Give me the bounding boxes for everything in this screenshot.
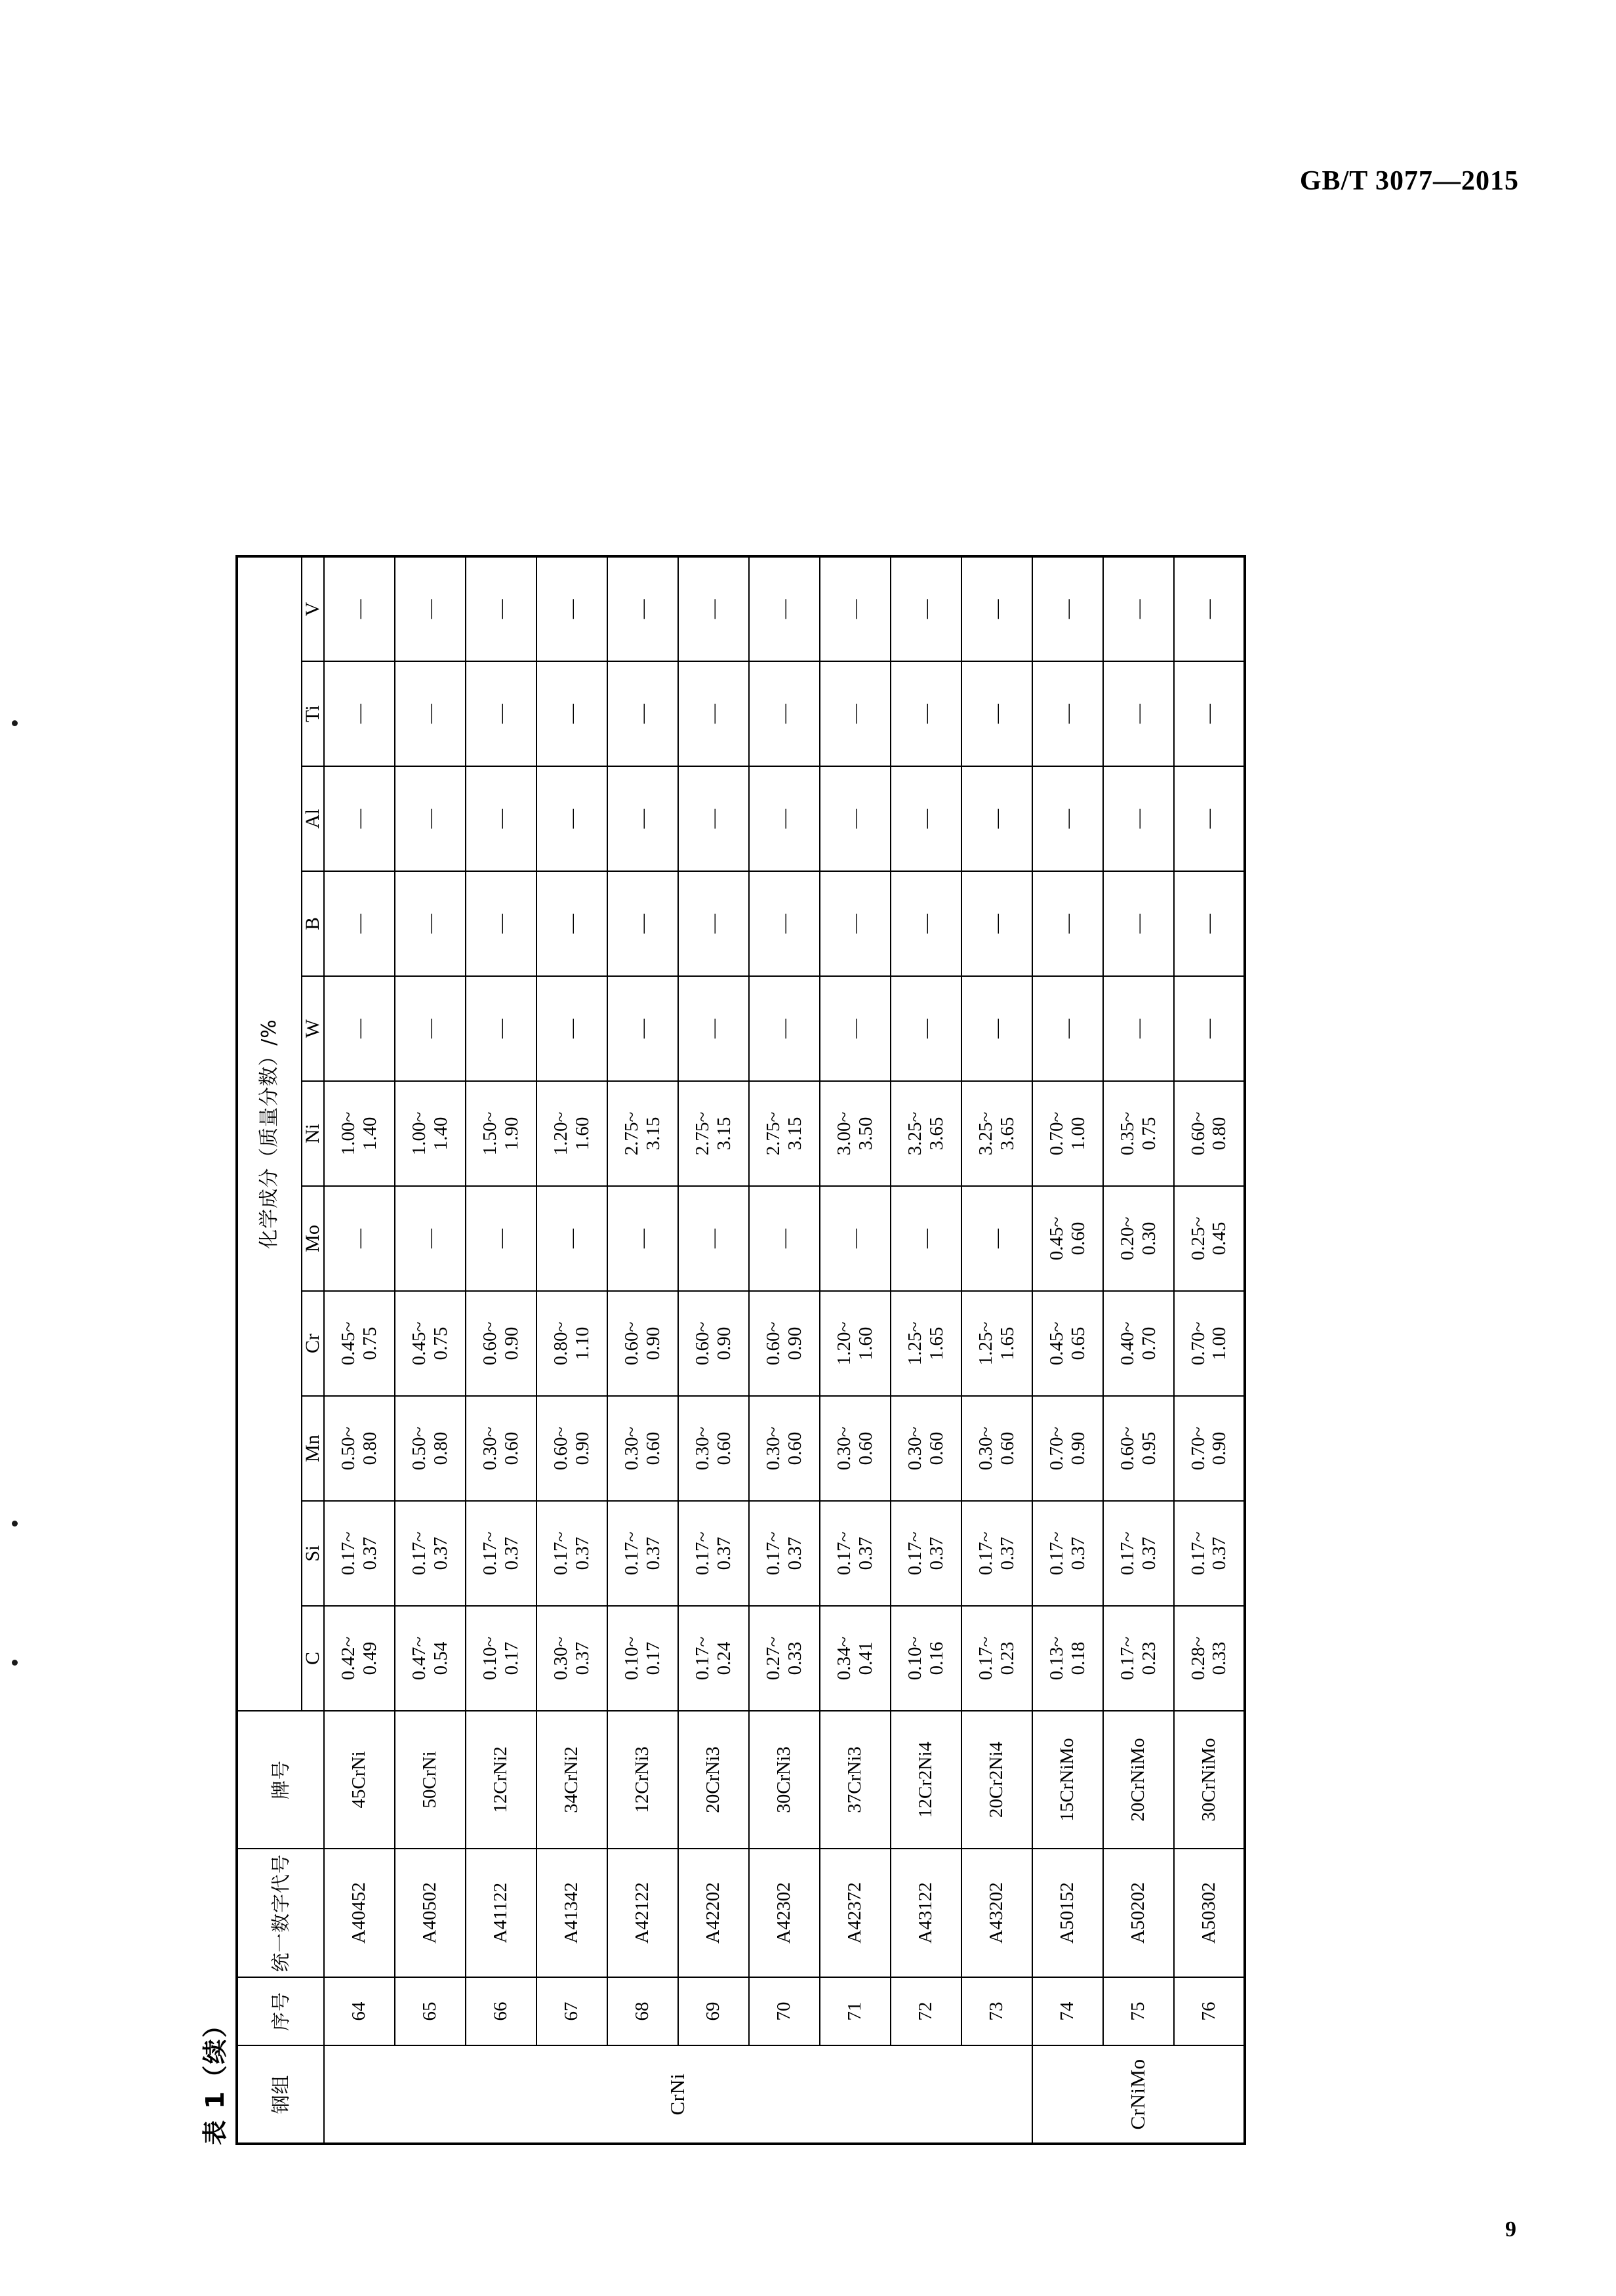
cell-b-dash: —: [1056, 914, 1078, 933]
cell-seq: 67: [536, 1977, 607, 2045]
cell-w: [961, 976, 1032, 1081]
cell-v-dash: —: [843, 599, 866, 619]
cell-cr: 1.20~ 1.60: [820, 1291, 891, 1396]
cell-code: A40502: [395, 1849, 466, 1977]
header-grade: 牌号: [237, 1711, 324, 1849]
cell-mn: 0.30~ 0.60: [891, 1396, 961, 1501]
chemical-composition-table: [235, 555, 1246, 2145]
header-element-w: W: [302, 976, 324, 1081]
cell-ti-dash: —: [843, 704, 866, 724]
cell-mo-dash: —: [631, 1229, 653, 1248]
cell-ti: [891, 661, 961, 766]
table-row: [1103, 556, 1174, 2144]
cell-mo-dash: —: [773, 1229, 795, 1248]
cell-cr: 0.60~ 0.90: [678, 1291, 749, 1396]
cell-v-dash: —: [631, 599, 653, 619]
cell-w-dash: —: [985, 1019, 1007, 1038]
cell-ni: 3.25~ 3.65: [891, 1081, 961, 1186]
cell-b: [678, 871, 749, 976]
cell-v: [324, 556, 395, 661]
table-row: [607, 556, 678, 2144]
cell-v: [395, 556, 466, 661]
cell-w: [324, 976, 395, 1081]
cell-al: [536, 766, 607, 871]
cell-mo: 0.45~ 0.60: [1032, 1186, 1103, 1291]
cell-b-dash: —: [1127, 914, 1149, 933]
cell-b-dash: —: [773, 914, 795, 933]
header-element-ti: Ti: [302, 661, 324, 766]
header-steel-group: 钢组: [237, 2045, 324, 2144]
cell-ti: [607, 661, 678, 766]
cell-ti-dash: —: [1127, 704, 1149, 724]
cell-mo-dash: —: [985, 1229, 1007, 1248]
cell-w: [536, 976, 607, 1081]
cell-v-dash: —: [489, 599, 512, 619]
cell-c: 0.27~ 0.33: [749, 1606, 820, 1711]
cell-w: [1174, 976, 1245, 1081]
cell-al: [1174, 766, 1245, 871]
cell-al: [1103, 766, 1174, 871]
cell-w-dash: —: [1127, 1019, 1149, 1038]
cell-mn: 0.50~ 0.80: [324, 1396, 395, 1501]
cell-ti: [961, 661, 1032, 766]
cell-ti-dash: —: [1198, 704, 1219, 724]
cell-cr: 0.80~ 1.10: [536, 1291, 607, 1396]
cell-b-dash: —: [1198, 914, 1219, 933]
cell-al-dash: —: [1127, 809, 1149, 829]
cell-mo: [324, 1186, 395, 1291]
cell-mn: 0.30~ 0.60: [678, 1396, 749, 1501]
cell-v-dash: —: [1127, 599, 1149, 619]
cell-ti: [395, 661, 466, 766]
cell-cr: 0.45~ 0.65: [1032, 1291, 1103, 1396]
cell-code: A41122: [466, 1849, 536, 1977]
cell-v: [891, 556, 961, 661]
cell-grade: 12CrNi3: [607, 1711, 678, 1849]
cell-mo: [536, 1186, 607, 1291]
cell-seq: 66: [466, 1977, 536, 2045]
cell-seq: 72: [891, 1977, 961, 2045]
header-element-mn: Mn: [302, 1396, 324, 1501]
standard-number-header: GB/T 3077—2015: [1299, 166, 1519, 196]
cell-ni: 2.75~ 3.15: [678, 1081, 749, 1186]
cell-v: [536, 556, 607, 661]
cell-grade: 45CrNi: [324, 1711, 395, 1849]
cell-w: [607, 976, 678, 1081]
table-row: [395, 556, 466, 2144]
cell-v: [678, 556, 749, 661]
cell-v-dash: —: [560, 599, 582, 619]
cell-mo: [961, 1186, 1032, 1291]
cell-b-dash: —: [560, 914, 582, 933]
cell-v-dash: —: [348, 599, 370, 619]
cell-si: 0.17~ 0.37: [536, 1501, 607, 1606]
cell-si: 0.17~ 0.37: [466, 1501, 536, 1606]
cell-ti: [1032, 661, 1103, 766]
cell-si: 0.17~ 0.37: [607, 1501, 678, 1606]
cell-seq: 76: [1174, 1977, 1245, 2045]
cell-si: 0.17~ 0.37: [1032, 1501, 1103, 1606]
cell-w-dash: —: [914, 1019, 937, 1038]
cell-cr: 0.70~ 1.00: [1174, 1291, 1245, 1396]
cell-al-dash: —: [914, 809, 937, 829]
cell-b-dash: —: [631, 914, 653, 933]
cell-ni: 2.75~ 3.15: [607, 1081, 678, 1186]
cell-v: [1174, 556, 1245, 661]
cell-mo: 0.20~ 0.30: [1103, 1186, 1174, 1291]
cell-code: A50202: [1103, 1849, 1174, 1977]
cell-grade: 20CrNiMo: [1103, 1711, 1174, 1849]
cell-v: [749, 556, 820, 661]
cell-ti-dash: —: [773, 704, 795, 724]
cell-seq: 65: [395, 1977, 466, 2045]
cell-b: [395, 871, 466, 976]
cell-ti: [1103, 661, 1174, 766]
cell-c: 0.10~ 0.17: [607, 1606, 678, 1711]
table-row: [324, 556, 395, 2144]
cell-ni: 3.00~ 3.50: [820, 1081, 891, 1186]
header-unified-code: 统一数字代号: [237, 1849, 324, 1977]
cell-v: [1032, 556, 1103, 661]
cell-al-dash: —: [843, 809, 866, 829]
cell-ti: [820, 661, 891, 766]
header-element-b: B: [302, 871, 324, 976]
cell-code: A41342: [536, 1849, 607, 1977]
cell-mn: 0.30~ 0.60: [820, 1396, 891, 1501]
cell-code: A42372: [820, 1849, 891, 1977]
cell-mn: 0.70~ 0.90: [1174, 1396, 1245, 1501]
cell-ni: 3.25~ 3.65: [961, 1081, 1032, 1186]
cell-w-dash: —: [348, 1019, 370, 1038]
cell-w: [466, 976, 536, 1081]
cell-c: 0.10~ 0.16: [891, 1606, 961, 1711]
header-element-v: V: [302, 556, 324, 661]
cell-cr: 0.40~ 0.70: [1103, 1291, 1174, 1396]
cell-b: [1032, 871, 1103, 976]
cell-ti-dash: —: [418, 704, 441, 724]
cell-mo: [820, 1186, 891, 1291]
cell-mn: 0.30~ 0.60: [749, 1396, 820, 1501]
header-element-ni: Ni: [302, 1081, 324, 1186]
cell-ni: 1.00~ 1.40: [395, 1081, 466, 1186]
cell-seq: 74: [1032, 1977, 1103, 2045]
cell-b: [536, 871, 607, 976]
cell-v-dash: —: [1056, 599, 1078, 619]
cell-mo-dash: —: [843, 1229, 866, 1248]
cell-mo-dash: —: [489, 1229, 512, 1248]
cell-w-dash: —: [1198, 1019, 1219, 1038]
cell-cr: 1.25~ 1.65: [961, 1291, 1032, 1396]
cell-c: 0.17~ 0.23: [961, 1606, 1032, 1711]
cell-v-dash: —: [773, 599, 795, 619]
header-element-mo: Mo: [302, 1186, 324, 1291]
cell-c: 0.10~ 0.17: [466, 1606, 536, 1711]
cell-w-dash: —: [631, 1019, 653, 1038]
cell-ti: [536, 661, 607, 766]
cell-b-dash: —: [985, 914, 1007, 933]
cell-al: [749, 766, 820, 871]
cell-seq: 68: [607, 1977, 678, 2045]
cell-w: [891, 976, 961, 1081]
cell-ti: [1174, 661, 1245, 766]
cell-seq: 69: [678, 1977, 749, 2045]
cell-c: 0.17~ 0.24: [678, 1606, 749, 1711]
cell-cr: 1.25~ 1.65: [891, 1291, 961, 1396]
cell-ti: [466, 661, 536, 766]
cell-ti: [749, 661, 820, 766]
cell-al-dash: —: [560, 809, 582, 829]
cell-b: [1103, 871, 1174, 976]
cell-mo-dash: —: [914, 1229, 937, 1248]
cell-si: 0.17~ 0.37: [1103, 1501, 1174, 1606]
cell-mo-dash: —: [418, 1229, 441, 1248]
cell-al-dash: —: [985, 809, 1007, 829]
cell-mo: [466, 1186, 536, 1291]
cell-ni: 1.00~ 1.40: [324, 1081, 395, 1186]
cell-ni: 0.70~ 1.00: [1032, 1081, 1103, 1186]
cell-w: [678, 976, 749, 1081]
cell-si: 0.17~ 0.37: [891, 1501, 961, 1606]
cell-code: A40452: [324, 1849, 395, 1977]
cell-al: [1032, 766, 1103, 871]
cell-cr: 0.60~ 0.90: [607, 1291, 678, 1396]
cell-seq: 75: [1103, 1977, 1174, 2045]
cell-si: 0.17~ 0.37: [820, 1501, 891, 1606]
cell-seq: 70: [749, 1977, 820, 2045]
cell-mn: 0.60~ 0.90: [536, 1396, 607, 1501]
cell-al-dash: —: [418, 809, 441, 829]
cell-v: [1103, 556, 1174, 661]
table-row: [678, 556, 749, 2144]
cell-al: [891, 766, 961, 871]
cell-v: [820, 556, 891, 661]
cell-ti-dash: —: [489, 704, 512, 724]
cell-si: 0.17~ 0.37: [678, 1501, 749, 1606]
cell-c: 0.47~ 0.54: [395, 1606, 466, 1711]
header-chemical-composition: 化学成分（质量分数）/%: [237, 556, 302, 1711]
cell-mn: 0.50~ 0.80: [395, 1396, 466, 1501]
cell-mo-dash: —: [702, 1229, 724, 1248]
cell-b-dash: —: [489, 914, 512, 933]
cell-mn: 0.70~ 0.90: [1032, 1396, 1103, 1501]
cell-al: [820, 766, 891, 871]
cell-code: A42202: [678, 1849, 749, 1977]
cell-al-dash: —: [1198, 809, 1219, 829]
cell-ni: 2.75~ 3.15: [749, 1081, 820, 1186]
cell-w-dash: —: [560, 1019, 582, 1038]
table-row: [820, 556, 891, 2144]
cell-ti-dash: —: [702, 704, 724, 724]
cell-si: 0.17~ 0.37: [961, 1501, 1032, 1606]
cell-w-dash: —: [702, 1019, 724, 1038]
table-row: [1032, 556, 1103, 2144]
cell-ti-dash: —: [985, 704, 1007, 724]
cell-cr: 0.45~ 0.75: [395, 1291, 466, 1396]
header-element-cr: Cr: [302, 1291, 324, 1396]
cell-seq: 73: [961, 1977, 1032, 2045]
cell-w-dash: —: [773, 1019, 795, 1038]
cell-w-dash: —: [843, 1019, 866, 1038]
cell-mo-dash: —: [560, 1229, 582, 1248]
cell-si: 0.17~ 0.37: [749, 1501, 820, 1606]
cell-b: [749, 871, 820, 976]
table-row: [1174, 556, 1245, 2144]
cell-si: 0.17~ 0.37: [1174, 1501, 1245, 1606]
cell-ni: 1.50~ 1.90: [466, 1081, 536, 1186]
cell-c: 0.34~ 0.41: [820, 1606, 891, 1711]
cell-ti-dash: —: [1056, 704, 1078, 724]
cell-al-dash: —: [348, 809, 370, 829]
cell-ti-dash: —: [914, 704, 937, 724]
cell-code: A42302: [749, 1849, 820, 1977]
cell-ni: 0.35~ 0.75: [1103, 1081, 1174, 1186]
cell-c: 0.13~ 0.18: [1032, 1606, 1103, 1711]
cell-al-dash: —: [773, 809, 795, 829]
cell-b-dash: —: [702, 914, 724, 933]
cell-b: [607, 871, 678, 976]
cell-mn: 0.30~ 0.60: [466, 1396, 536, 1501]
cell-b: [961, 871, 1032, 976]
cell-b-dash: —: [348, 914, 370, 933]
cell-al-dash: —: [489, 809, 512, 829]
cell-al: [324, 766, 395, 871]
header-seq: 序号: [237, 1977, 324, 2045]
cell-b: [1174, 871, 1245, 976]
cell-mo: [395, 1186, 466, 1291]
cell-b-dash: —: [418, 914, 441, 933]
cell-w-dash: —: [489, 1019, 512, 1038]
cell-w: [1032, 976, 1103, 1081]
cell-ni: 1.20~ 1.60: [536, 1081, 607, 1186]
page-number: 9: [1505, 2217, 1516, 2242]
header-element-c: C: [302, 1606, 324, 1711]
table-row: [536, 556, 607, 2144]
cell-mo: 0.25~ 0.45: [1174, 1186, 1245, 1291]
cell-si: 0.17~ 0.37: [324, 1501, 395, 1606]
cell-v-dash: —: [418, 599, 441, 619]
cell-grade: 20Cr2Ni4: [961, 1711, 1032, 1849]
cell-c: 0.17~ 0.23: [1103, 1606, 1174, 1711]
cell-c: 0.42~ 0.49: [324, 1606, 395, 1711]
cell-al: [678, 766, 749, 871]
cell-grade: 34CrNi2: [536, 1711, 607, 1849]
cell-w-dash: —: [1056, 1019, 1078, 1038]
table-supheader-row: [237, 556, 302, 2144]
cell-c: 0.28~ 0.33: [1174, 1606, 1245, 1711]
cell-ti-dash: —: [348, 704, 370, 724]
table-row: [891, 556, 961, 2144]
cell-mo: [749, 1186, 820, 1291]
cell-cr: 0.60~ 0.90: [466, 1291, 536, 1396]
cell-mn: 0.30~ 0.60: [607, 1396, 678, 1501]
cell-seq: 71: [820, 1977, 891, 2045]
cell-grade: 12CrNi2: [466, 1711, 536, 1849]
table-row: [466, 556, 536, 2144]
cell-v-dash: —: [702, 599, 724, 619]
cell-c: 0.30~ 0.37: [536, 1606, 607, 1711]
cell-grade: 15CrNiMo: [1032, 1711, 1103, 1849]
table-row: [749, 556, 820, 2144]
steel-group-cell: CrNiMo: [1032, 2045, 1245, 2144]
cell-ti-dash: —: [560, 704, 582, 724]
cell-b: [891, 871, 961, 976]
cell-w: [1103, 976, 1174, 1081]
cell-b: [324, 871, 395, 976]
cell-al: [395, 766, 466, 871]
cell-al: [961, 766, 1032, 871]
cell-v-dash: —: [914, 599, 937, 619]
cell-ti: [324, 661, 395, 766]
cell-b-dash: —: [914, 914, 937, 933]
table-row: [961, 556, 1032, 2144]
rotated-table-inner: [195, 151, 1421, 2145]
cell-v-dash: —: [985, 599, 1007, 619]
cell-mo: [678, 1186, 749, 1291]
cell-al-dash: —: [1056, 809, 1078, 829]
cell-b: [820, 871, 891, 976]
cell-al: [607, 766, 678, 871]
cell-grade: 12Cr2Ni4: [891, 1711, 961, 1849]
cell-mo: [891, 1186, 961, 1291]
cell-code: A43202: [961, 1849, 1032, 1977]
cell-al: [466, 766, 536, 871]
cell-grade: 20CrNi3: [678, 1711, 749, 1849]
cell-mo-dash: —: [348, 1229, 370, 1248]
cell-code: A50302: [1174, 1849, 1245, 1977]
table-title: 表 1（续）: [201, 2011, 230, 2145]
cell-v: [961, 556, 1032, 661]
steel-group-cell: CrNi: [324, 2045, 1032, 2144]
cell-w: [395, 976, 466, 1081]
cell-grade: 30CrNi3: [749, 1711, 820, 1849]
cell-si: 0.17~ 0.37: [395, 1501, 466, 1606]
cell-al-dash: —: [702, 809, 724, 829]
cell-cr: 0.60~ 0.90: [749, 1291, 820, 1396]
cell-code: A50152: [1032, 1849, 1103, 1977]
cell-code: A43122: [891, 1849, 961, 1977]
cell-ti: [678, 661, 749, 766]
cell-b: [466, 871, 536, 976]
cell-w: [749, 976, 820, 1081]
cell-code: A42122: [607, 1849, 678, 1977]
header-element-al: Al: [302, 766, 324, 871]
cell-grade: 37CrNi3: [820, 1711, 891, 1849]
cell-ti-dash: —: [631, 704, 653, 724]
cell-ni: 0.60~ 0.80: [1174, 1081, 1245, 1186]
cell-w-dash: —: [418, 1019, 441, 1038]
cell-grade: 50CrNi: [395, 1711, 466, 1849]
cell-grade: 30CrNiMo: [1174, 1711, 1245, 1849]
cell-b-dash: —: [843, 914, 866, 933]
cell-mo: [607, 1186, 678, 1291]
cell-mn: 0.30~ 0.60: [961, 1396, 1032, 1501]
cell-cr: 0.45~ 0.75: [324, 1291, 395, 1396]
table-body: [324, 556, 1245, 2144]
cell-mn: 0.60~ 0.95: [1103, 1396, 1174, 1501]
cell-al-dash: —: [631, 809, 653, 829]
header-element-si: Si: [302, 1501, 324, 1606]
cell-seq: 64: [324, 1977, 395, 2045]
cell-v-dash: —: [1198, 599, 1219, 619]
cell-w: [820, 976, 891, 1081]
cell-v: [607, 556, 678, 661]
cell-v: [466, 556, 536, 661]
